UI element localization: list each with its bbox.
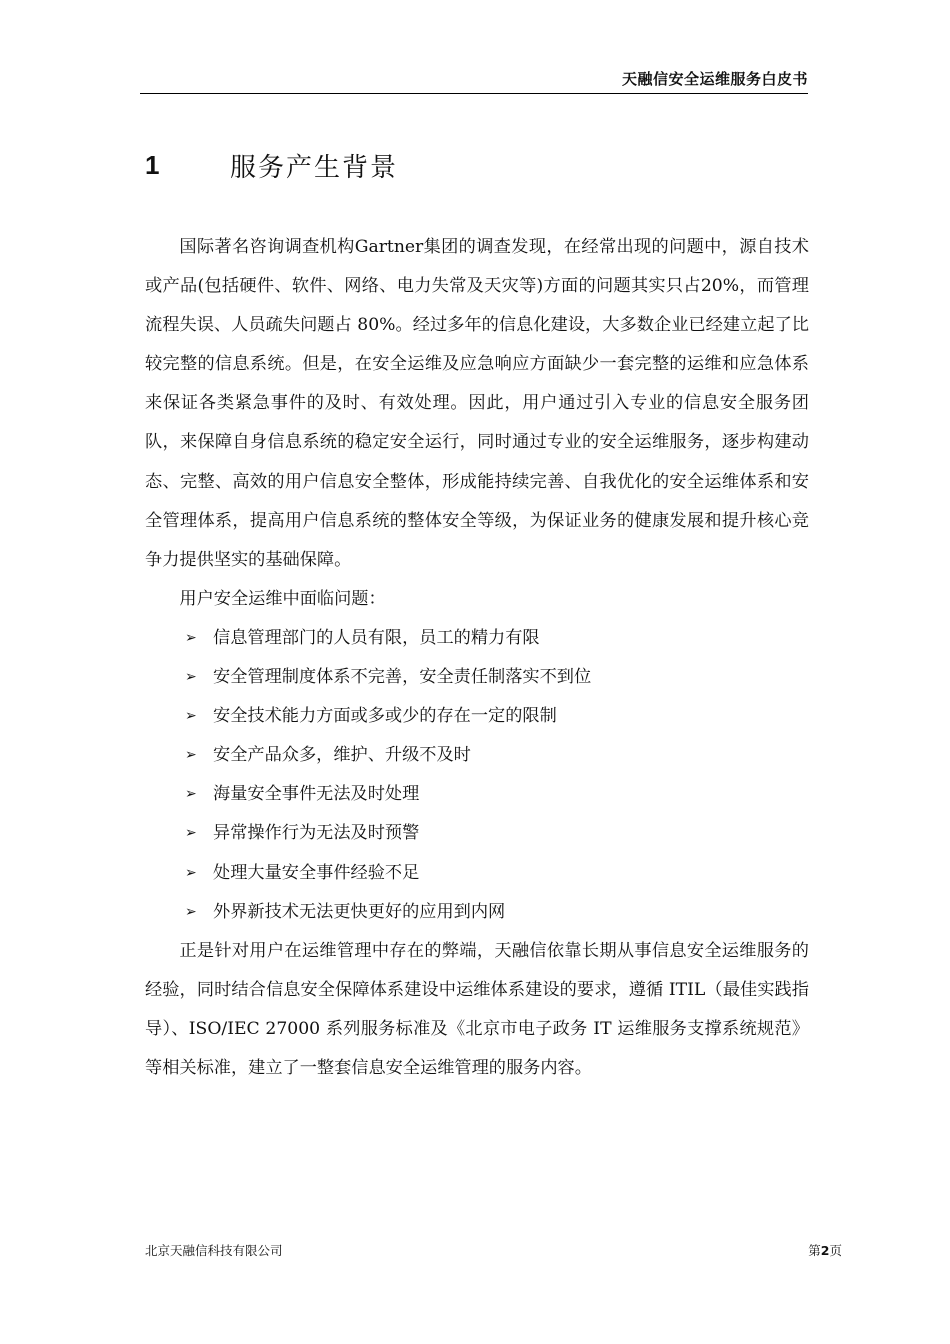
- issue-label: 异常操作行为无法及时预警: [213, 823, 420, 844]
- list-item: [145, 619, 809, 658]
- list-item: [145, 658, 809, 697]
- chapter-number: 1: [145, 149, 160, 180]
- chapter-heading: [145, 145, 398, 185]
- issue-label: 信息管理部门的人员有限，员工的精力有限: [213, 627, 540, 648]
- arrow-bullet-icon: ➢: [185, 669, 197, 686]
- issues-intro: 用户安全运维中面临问题：: [179, 588, 386, 609]
- page-prefix: 第: [808, 1243, 821, 1258]
- issues-list: [145, 619, 809, 932]
- list-item: [145, 854, 809, 893]
- issue-label: 安全产品众多，维护、升级不及时: [213, 745, 471, 766]
- chapter-title: 服务产生背景: [230, 152, 399, 183]
- header-rule: [140, 93, 808, 94]
- arrow-bullet-icon: ➢: [185, 786, 197, 803]
- closing-paragraph: 正是针对用户在运维管理中存在的弊端，天融信依靠长期从事信息安全运维服务的经验，同时结合信息安全保障体系建设中运维体系建设的要求，遵循 ITIL（最佳实践指导）、ISO/IEC 27000 系列服务标准及《北京市电子政务 IT 运维服务支撑系统规范》等相关标准，建立了一整套信息安全运维管理的服务内容。: [145, 940, 809, 1078]
- arrow-bullet-icon: ➢: [185, 903, 197, 920]
- issue-label: 安全技术能力方面或多或少的存在一定的限制: [213, 706, 557, 727]
- body-text: [145, 228, 809, 1088]
- list-item: [145, 736, 809, 775]
- intro-paragraph: 国际著名咨询调查机构Gartner集团的调查发现，在经常出现的问题中，源自技术或产品(包括硬件、软件、网络、电力失常及天灾等)方面的问题其实只占20%，而管理流程失误、人员疏失问题占 80%。经过多年的信息化建设，大多数企业已经建立起了比较完整的信息系统。但是，在安全运维及应急响应方面缺少一套完整的运维和应急体系来保证各类紧急事件的及时、有效处理。因此，用户通过引入专业的信息安全服务团队，来保障自身信息系统的稳定安全运行，同时通过专业的安全运维服务，逐步构建动态、完整、高效的用户信息安全整体，形成能持续完善、自我优化的安全运维体系和安全管理体系，提高用户信息系统的整体安全等级，为保证业务的健康发展和提升核心竞争力提供坚实的基础保障。: [145, 237, 809, 570]
- issue-label: 处理大量安全事件经验不足: [213, 862, 420, 883]
- arrow-bullet-icon: ➢: [185, 825, 197, 842]
- arrow-bullet-icon: ➢: [185, 708, 197, 725]
- arrow-bullet-icon: ➢: [185, 629, 197, 646]
- footer-company: 北京天融信科技有限公司: [145, 1243, 283, 1258]
- page-suffix: 页: [829, 1243, 842, 1258]
- running-header-title: 天融信安全运维服务白皮书: [621, 70, 808, 88]
- list-item: [145, 814, 809, 853]
- list-item: [145, 893, 809, 932]
- list-item: [145, 697, 809, 736]
- arrow-bullet-icon: ➢: [185, 747, 197, 764]
- arrow-bullet-icon: ➢: [185, 864, 197, 881]
- issue-label: 海量安全事件无法及时处理: [213, 784, 420, 805]
- issue-label: 安全管理制度体系不完善，安全责任制落实不到位: [213, 667, 592, 688]
- issue-label: 外界新技术无法更快更好的应用到内网: [213, 901, 506, 922]
- list-item: [145, 775, 809, 814]
- page-number: 2: [820, 1243, 830, 1258]
- footer-page-number: [808, 1241, 842, 1259]
